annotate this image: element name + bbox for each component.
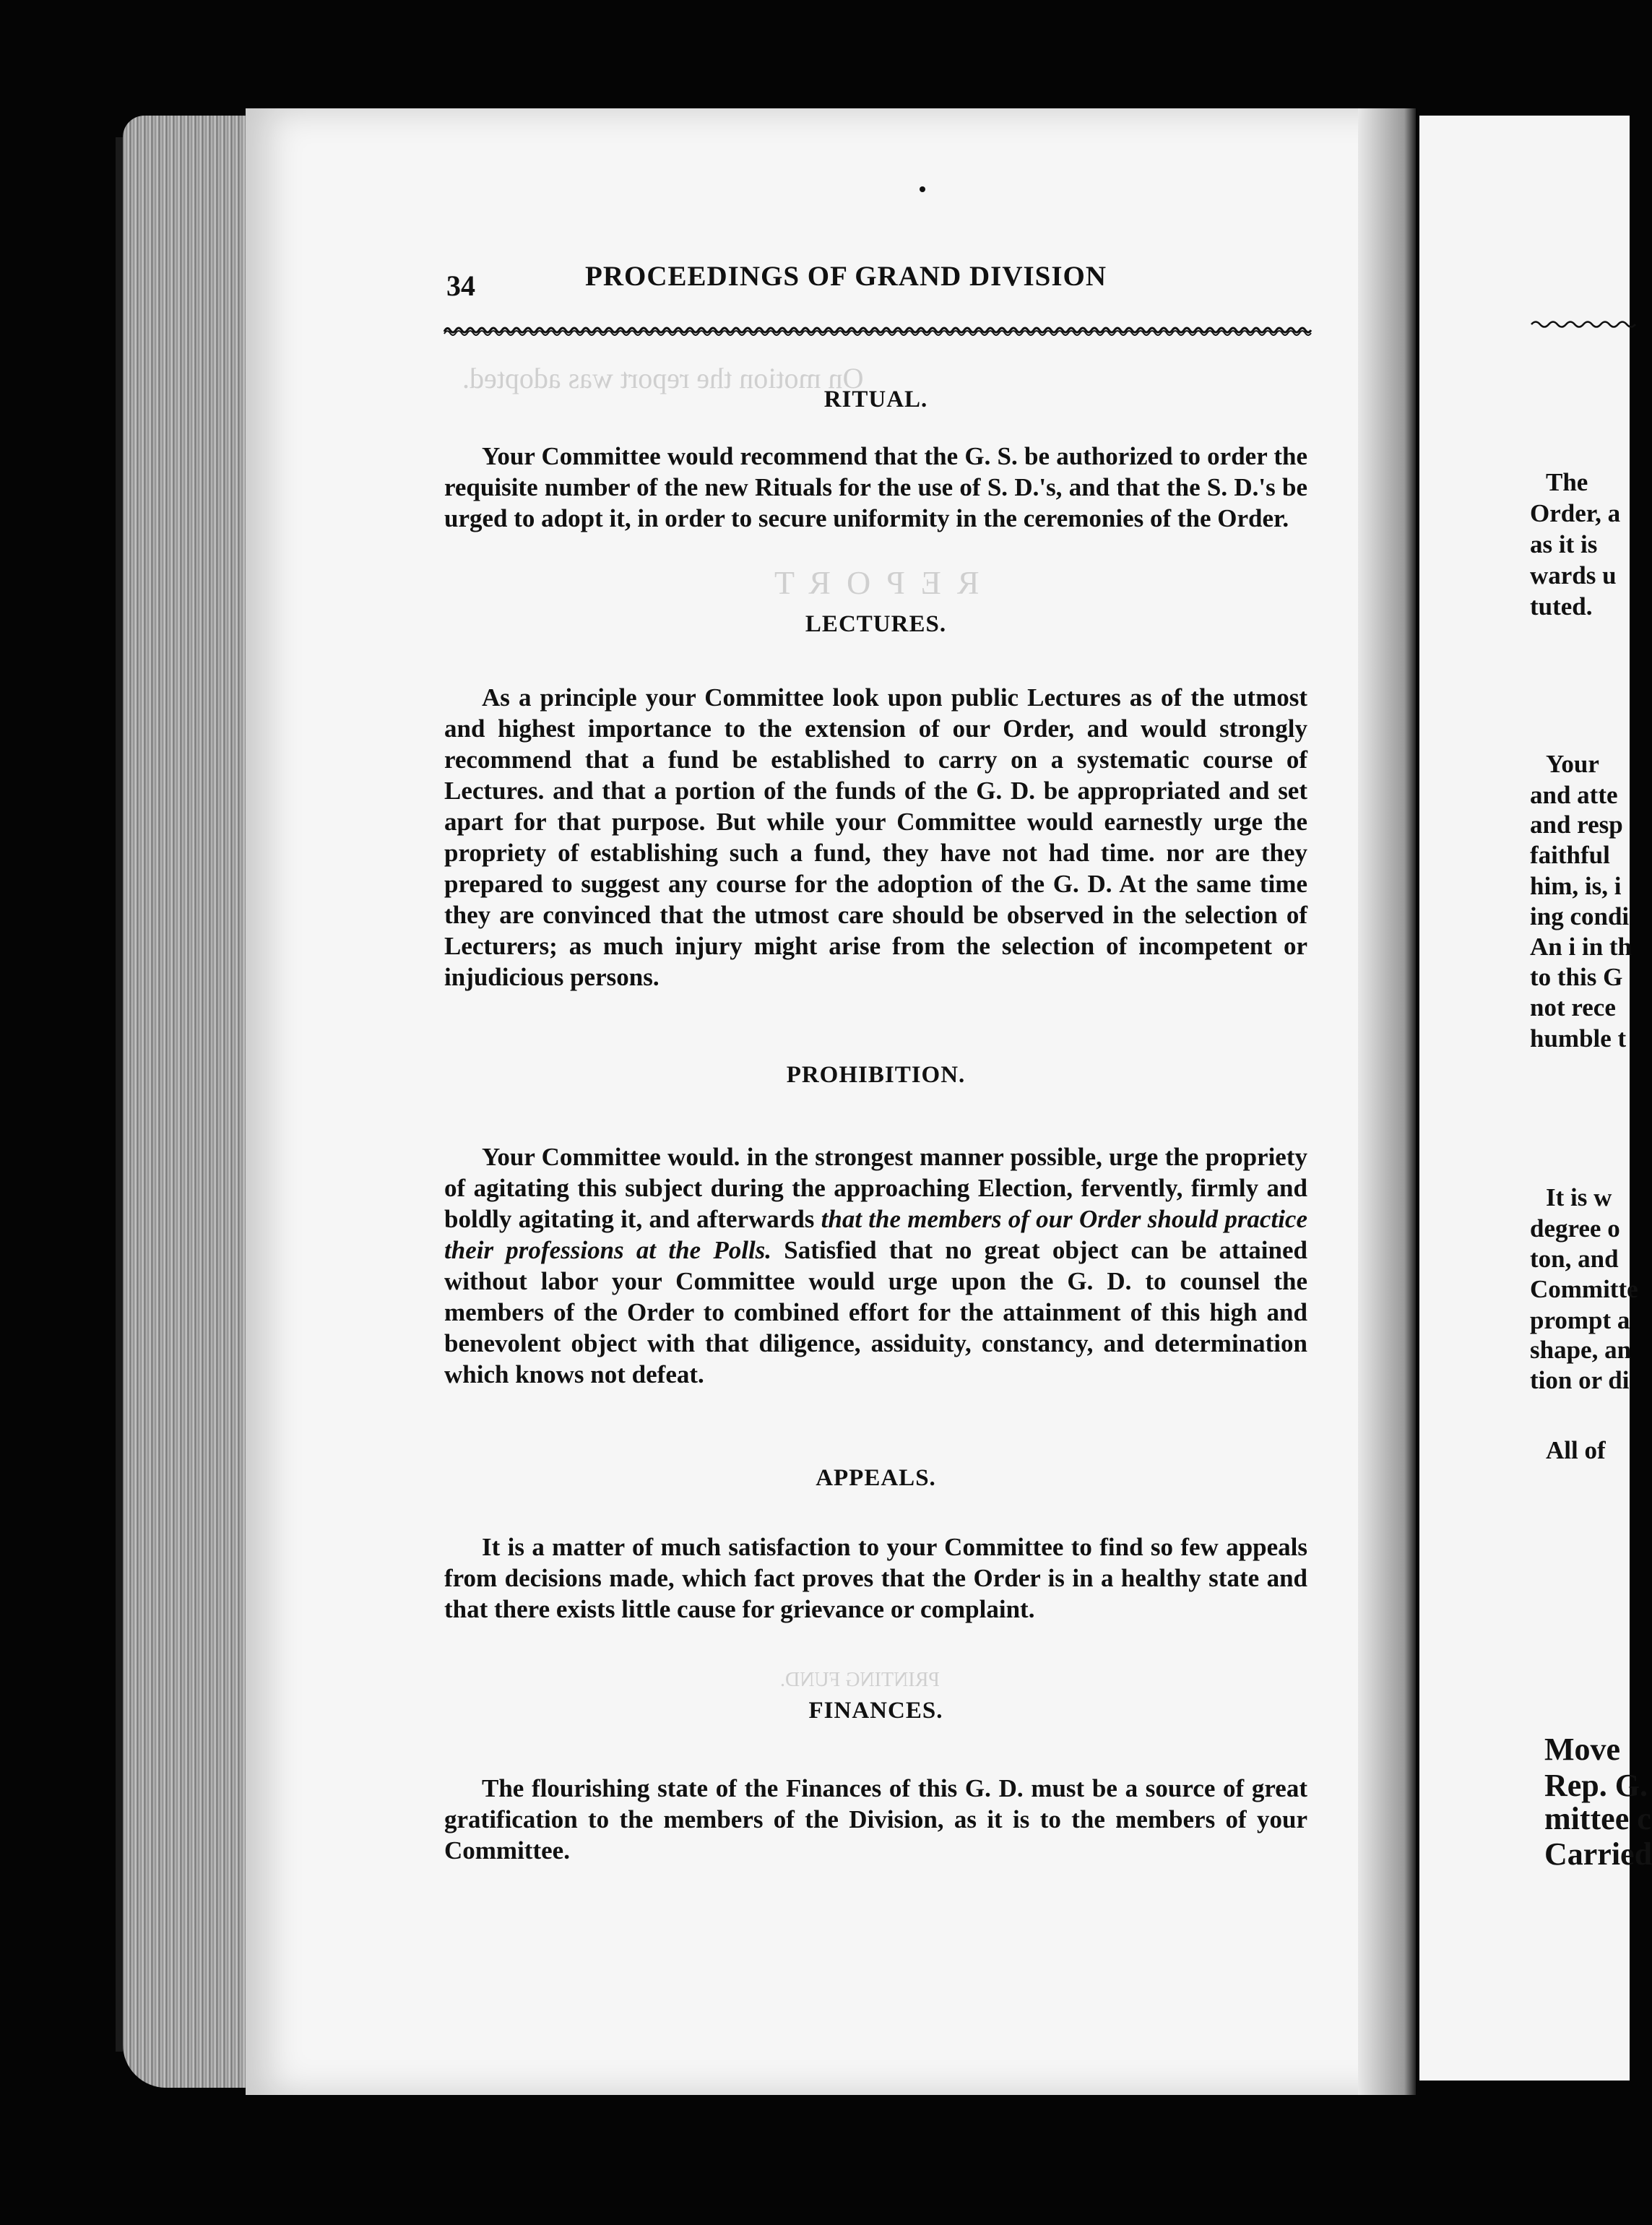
facing-page-line: Carried [1544,1836,1652,1872]
facing-page-line: to this G [1530,963,1623,991]
facing-page-line: degree o [1530,1214,1620,1243]
facing-page-line: not rece [1530,993,1616,1021]
paragraph-prohibition [444,1141,1307,1390]
page-edges [123,116,253,2088]
facing-page-line: Order, a [1530,499,1621,527]
facing-page-line: tuted. [1530,592,1593,621]
paragraph-appeals: It is a matter of much satisfaction to your Committee to find so few appeals from decisions made, which fact proves that the Order is in a healthy state and that there exists little cause for grievance or complaint. [444,1533,1307,1623]
wavy-rule [444,323,1304,337]
facing-page-line: Rep. G. [1544,1768,1648,1803]
facing-page-line: him, is, i [1530,872,1622,900]
facing-page-rule [1531,319,1630,329]
section-heading-finances: FINANCES. [808,1698,943,1724]
facing-page-line: mittee c [1544,1801,1651,1836]
facing-page-line: as it is [1530,530,1598,558]
section-heading-ritual: RITUAL. [823,386,928,412]
facing-page-line: ing condi [1530,902,1630,930]
prohibition-text-end: Satisfied that no great object can be attained without labor your Committee would urge upon the G. D. to counsel the members of the Order to combined effort for the attainment of this high and benevolent object with that diligence, assiduity, constancy, and determination which knows not defeat. [444,1236,1307,1388]
bleed-through-line: On motion the report was adopted. [462,362,864,394]
prohibition-text-italic: that the members of our Order should practice their professions at the Polls. [444,1205,1307,1264]
facing-page-line: An i in th [1530,933,1632,961]
facing-page-line: Move [1544,1732,1621,1767]
facing-page-line: shape, an [1530,1336,1632,1364]
facing-page-line: The [1546,468,1588,496]
bleed-through-line: REPORT [758,564,979,601]
facing-page-line: Your [1546,750,1599,778]
running-head-title: PROCEEDINGS OF GRAND DIVISION [585,261,1107,292]
facing-page-line: and atte [1530,781,1618,809]
facing-page-line: wards u [1530,561,1617,589]
book-gutter [1358,108,1416,2095]
facing-page-line: prompt a [1530,1306,1630,1334]
prohibition-text-start: Your Committee would. in the strongest manner possible, urge the propriety of agitating this subject during the approaching Election, fervently, firmly and boldly agitating it, and afterwards [444,1143,1307,1233]
facing-page-line: ton, and [1530,1245,1619,1273]
facing-page-line: and resp [1530,811,1623,839]
bleed-through-line: PRINTING FUND. [780,1669,940,1691]
ink-dot [920,186,925,192]
section-heading-appeals: APPEALS. [816,1465,936,1491]
paragraph-ritual: Your Committee would recommend that the G. S. be authorized to order the requisite number of the new Rituals for the use of S. D.'s, and that the S. D.'s be urged to adopt it, in order to secure uniformity in the ceremonies of the Order. [444,442,1307,532]
facing-page-line: It is w [1546,1183,1612,1211]
paragraph-lectures: As a principle your Committee look upon public Lectures as of the utmost and highest importance to the extension of our Order, and would strongly recommend that a fund be established to carry on a systematic course of Lectures. and that a portion of the funds of the G. D. be appropriated and set apart for that purpose. But while your Committee would earnestly urge the propriety of establishing such a fund, they have not had time. nor are they prepared to suggest any course for the adoption of the G. D. At the same time they are convinced that the utmost care should be observed in the selection of Lecturers; as much injury might arise from the selection of incompetent or injudicious persons. [444,683,1307,991]
section-heading-prohibition: PROHIBITION. [786,1062,966,1088]
section-heading-lectures: LECTURES. [805,611,947,637]
page-number: 34 [446,269,475,302]
facing-page-line: tion or di [1530,1366,1630,1394]
facing-page-line: faithful [1530,841,1610,869]
paragraph-finances: The flourishing state of the Finances of this G. D. must be a source of great gratification to the members of the Division, as it is to the members of your Committee. [444,1774,1307,1865]
facing-page-line: Committe [1530,1275,1638,1303]
facing-page-line: All of [1546,1436,1606,1464]
facing-page-line: humble t [1530,1024,1627,1053]
